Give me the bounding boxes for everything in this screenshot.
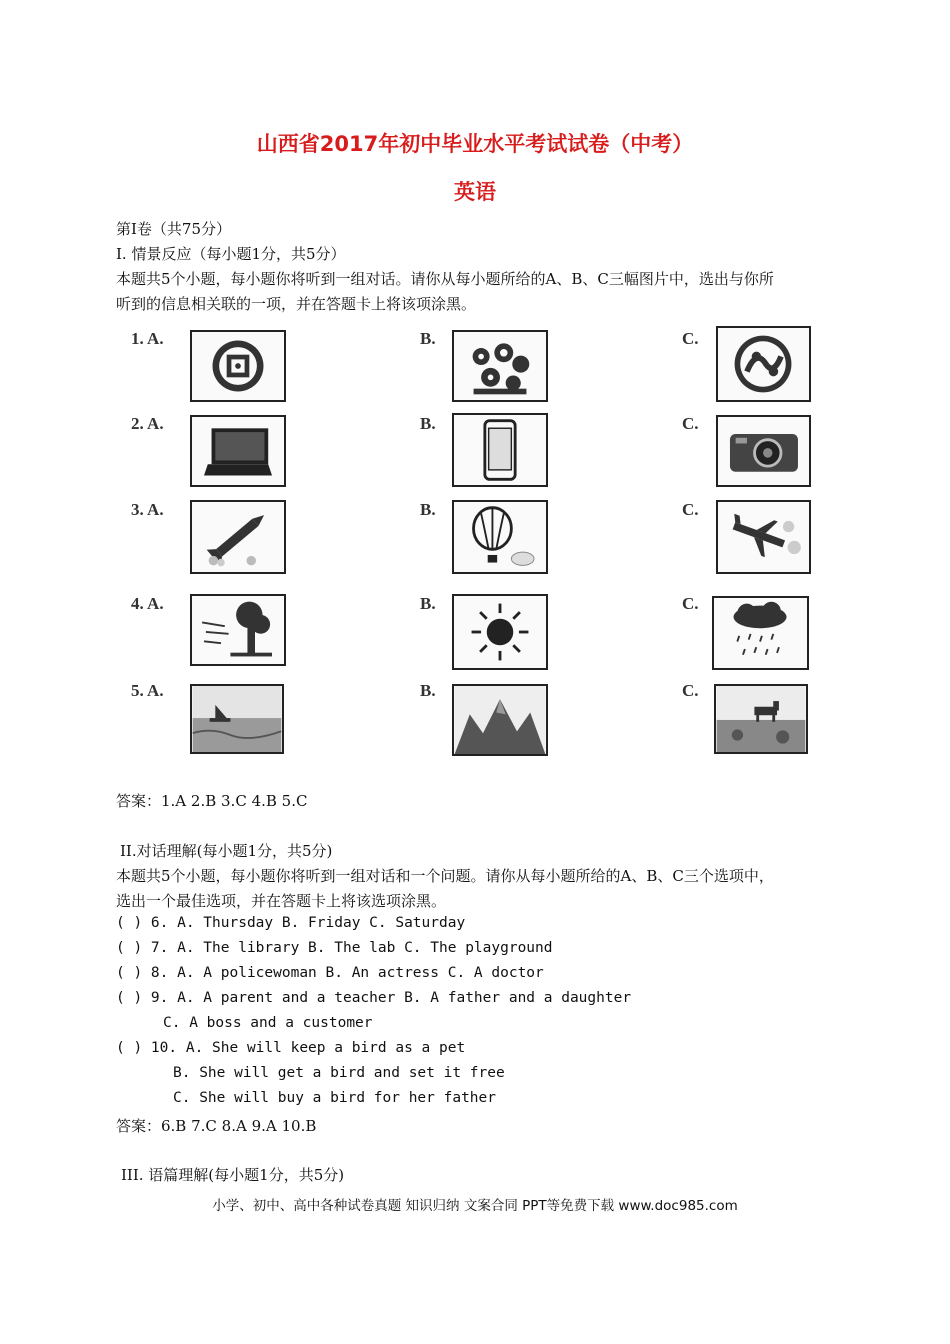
question-10-option-c: C. She will buy a bird for her father: [173, 1090, 497, 1106]
section-1-answer: 答案：1.A 2.B 3.C 4.B 5.C: [116, 792, 308, 810]
section-1-instruction-cont: 听到的信息相关联的一项，并在答题卡上将该项涂黑。: [116, 295, 477, 313]
paper-cut-circle-icon: [190, 330, 286, 402]
question-10-option-b: B. She will get a bird and set it free: [173, 1065, 505, 1081]
question-9: ( ) 9. A. A parent and a teacher B. A father and a daughter: [116, 990, 632, 1006]
q5-c-label: C.: [682, 681, 699, 700]
rocket-icon: [190, 500, 286, 574]
question-8: ( ) 8. A. A policewoman B. An actress C. A doctor: [116, 965, 544, 981]
section-2-heading: II.对话理解(每小题1分，共5分): [120, 842, 333, 860]
smartphone-icon: [452, 413, 548, 487]
airplane-icon: [716, 500, 811, 574]
q4-c-label: C.: [682, 594, 699, 613]
section-1-instruction: 本题共5个小题，每小题你将听到一组对话。请你从每小题所给的A、B、C三幅图片中，选出与你所: [116, 270, 774, 288]
sea-boat-icon: [190, 684, 284, 754]
section-2-instruction-cont: 选出一个最佳选项，并在答题卡上将该选项涂黑。: [116, 892, 447, 910]
q2-a-label: 2. A.: [131, 414, 164, 433]
sun-icon: [452, 594, 548, 670]
exam-title: 山西省2017年初中毕业水平考试试卷（中考）: [256, 132, 694, 156]
q5-b-label: B.: [420, 681, 436, 700]
q1-b-label: B.: [420, 329, 436, 348]
section-2-answer: 答案：6.B 7.C 8.A 9.A 10.B: [116, 1117, 317, 1135]
question-6: ( ) 6. A. Thursday B. Friday C. Saturday: [116, 915, 466, 931]
question-9-option-c: C. A boss and a customer: [163, 1015, 373, 1031]
q4-b-label: B.: [420, 594, 436, 613]
paper-cut-flowers-icon: [452, 330, 548, 402]
q4-a-label: 4. A.: [131, 594, 164, 613]
question-10: ( ) 10. A. She will keep a bird as a pet: [116, 1040, 466, 1056]
q2-c-label: C.: [682, 414, 699, 433]
q5-a-label: 5. A.: [131, 681, 164, 700]
paper-cut-round-icon: [716, 326, 811, 402]
volume-label: 第I卷（共75分）: [116, 220, 232, 238]
q2-b-label: B.: [420, 414, 436, 433]
section-3-heading: III. 语篇理解(每小题1分，共5分): [121, 1166, 345, 1184]
section-2-instruction: 本题共5个小题，每小题你将听到一组对话和一个问题。请你从每小题所给的A、B、C三个选项中，: [116, 867, 774, 885]
windy-tree-icon: [190, 594, 286, 666]
q1-a-label: 1. A.: [131, 329, 164, 348]
section-1-heading: I. 情景反应（每小题1分，共5分）: [116, 245, 346, 263]
camera-icon: [716, 415, 811, 487]
laptop-icon: [190, 415, 286, 487]
rain-cloud-icon: [712, 596, 809, 670]
q1-c-label: C.: [682, 329, 699, 348]
subject-title: 英语: [454, 180, 496, 204]
grassland-horse-icon: [714, 684, 808, 754]
q3-b-label: B.: [420, 500, 436, 519]
q3-a-label: 3. A.: [131, 500, 164, 519]
hot-air-balloon-icon: [452, 500, 548, 574]
q3-c-label: C.: [682, 500, 699, 519]
page-footer: 小学、初中、高中各种试卷真题 知识归纳 文案合同 PPT等免费下载 www.doc985.com: [212, 1198, 738, 1214]
mountains-icon: [452, 684, 548, 756]
question-7: ( ) 7. A. The library B. The lab C. The playground: [116, 940, 553, 956]
